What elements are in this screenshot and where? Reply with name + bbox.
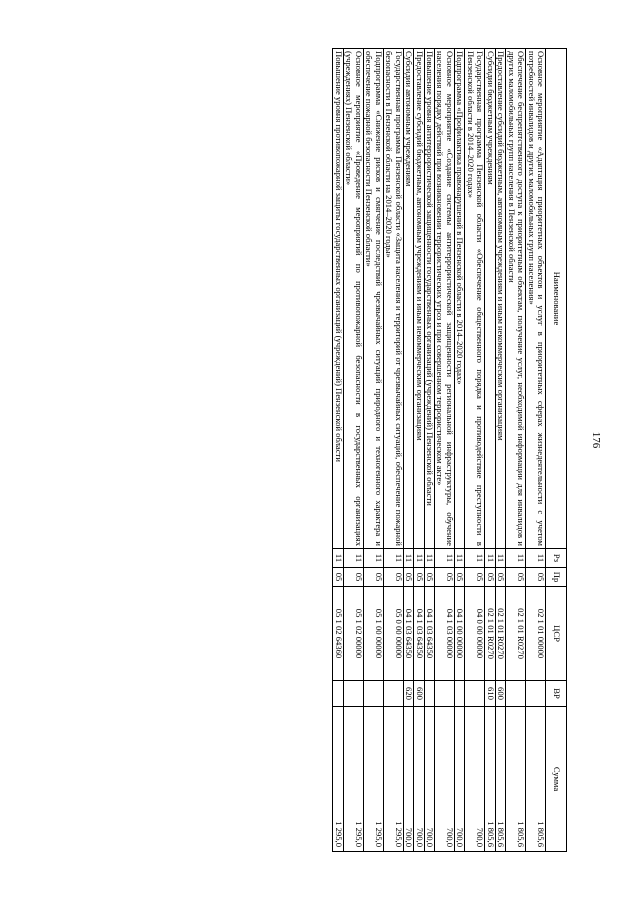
cell-rz: 11 [485,549,495,568]
cell-name: Субсидии автономным учреждениям [403,49,413,549]
cell-rz: 11 [403,549,413,568]
cell-vr [526,681,546,707]
cell-pr: 05 [333,568,343,587]
cell-sum: 1 295,0 [363,707,383,852]
cell-name: Государственная программа Пензенской области «Защита населения и территорий от чрезвычайных ситуаций, обеспечение пожарной безопасности в Пензенской области на 2014–2020 годы» [383,49,403,549]
table-row [424,49,434,852]
cell-rz: 11 [435,549,455,568]
table-row [333,49,343,852]
cell-sum: 1 295,0 [333,707,343,852]
table-row [403,49,413,852]
table-row [465,49,485,852]
cell-rz: 11 [465,549,485,568]
cell-vr [333,681,343,707]
cell-sum: 1 805,6 [485,707,495,852]
cell-name: Государственная программа Пензенской области «Обеспечение общественного порядка и противодействие преступности в Пензенской области в 2014–2020 годах» [465,49,485,549]
rotated-table-container [77,48,567,851]
cell-sum: 700,0 [465,707,485,852]
table-row [485,49,495,852]
cell-pr: 05 [435,568,455,587]
cell-name: Основное мероприятие «Адаптация приоритетных объектов и услуг в приоритетных сферах жизнедеятельности с учетом потребностей инвалидов и других маломобильных групп населения» [526,49,546,549]
cell-name: Повышение уровня противопожарной защиты государственных организаций (учреждений) Пензенской области [333,49,343,549]
cell-csr: 04 0 00 00000 [465,587,485,681]
cell-name: Основное мероприятие «Проведение мероприятий по противопожарной безопасности в государственных организациях (учреждениях) Пензенской области» [343,49,363,549]
cell-name: Субсидии бюджетным учреждениям [485,49,495,549]
cell-rz: 11 [383,549,403,568]
cell-csr: 04 1 03 64350 [414,587,424,681]
cell-sum: 1 805,6 [526,707,546,852]
cell-vr [343,681,363,707]
cell-csr: 02 1 01 R0270 [506,587,526,681]
cell-name: Подпрограмма «Профилактика правонарушений в Пензенской области в 2014–2020 годах» [454,49,464,549]
cell-csr: 04 1 03 64350 [403,587,413,681]
cell-vr [454,681,464,707]
cell-name: Основное мероприятие «Создание системы антитеррористической защищенности региональной инфраструктуры, обучение населения порядку действий при возникновении террористических угроз и при совершенном террористическом акте» [435,49,455,549]
table-body [333,49,546,852]
cell-rz: 11 [495,549,505,568]
table-row [506,49,526,852]
cell-rz: 11 [333,549,343,568]
cell-name: Предоставление субсидий бюджетным, автономным учреждениям и иным некоммерческим организациям [414,49,424,549]
cell-sum: 1 295,0 [383,707,403,852]
cell-sum: 1 805,6 [495,707,505,852]
cell-vr [383,681,403,707]
cell-vr: 620 [403,681,413,707]
cell-pr: 05 [403,568,413,587]
table-row [495,49,505,852]
cell-vr [506,681,526,707]
column-header-vr: ВР [546,681,567,707]
cell-csr: 04 1 03 64350 [424,587,434,681]
cell-pr: 05 [526,568,546,587]
cell-sum: 700,0 [424,707,434,852]
cell-sum: 700,0 [435,707,455,852]
cell-sum: 700,0 [414,707,424,852]
table-row [383,49,403,852]
cell-pr: 05 [454,568,464,587]
column-header-sum: Сумма [546,707,567,852]
table-header-row [546,49,567,852]
cell-pr: 05 [363,568,383,587]
cell-sum: 700,0 [454,707,464,852]
column-header-csr: ЦСР [546,587,567,681]
cell-sum: 1 805,6 [506,707,526,852]
cell-csr: 05 1 02 00000 [343,587,363,681]
cell-vr: 600 [414,681,424,707]
cell-rz: 11 [526,549,546,568]
table-row [363,49,383,852]
cell-pr: 05 [495,568,505,587]
cell-csr: 04 1 03 00000 [435,587,455,681]
page-number: 176 [590,431,602,449]
cell-sum: 700,0 [403,707,413,852]
cell-csr: 02 1 01 R0270 [485,587,495,681]
cell-rz: 11 [363,549,383,568]
cell-vr: 610 [485,681,495,707]
cell-rz: 11 [424,549,434,568]
cell-name: Повышение уровня антитеррористической защищенности государственных организаций (учреждений) Пензенской области [424,49,434,549]
cell-rz: 11 [343,549,363,568]
cell-vr: 600 [495,681,505,707]
cell-csr: 02 1 01 R0270 [495,587,505,681]
cell-pr: 05 [343,568,363,587]
budget-table [332,48,567,852]
cell-csr: 05 1 02 64360 [333,587,343,681]
cell-csr: 04 1 00 00000 [454,587,464,681]
cell-vr [363,681,383,707]
table-row [343,49,363,852]
cell-rz: 11 [506,549,526,568]
column-header-name: Наименование [546,49,567,549]
column-header-pr: Пр [546,568,567,587]
table-row [414,49,424,852]
cell-pr: 05 [414,568,424,587]
table-row [526,49,546,852]
cell-rz: 11 [454,549,464,568]
cell-name: Подпрограмма «Снижение рисков и смягчение последствий чрезвычайных ситуаций природного и техногенного характера и обеспечение пожарной безопасности Пензенской области» [363,49,383,549]
cell-csr: 02 1 01 00000 [526,587,546,681]
cell-csr: 05 1 00 00000 [363,587,383,681]
cell-pr: 05 [465,568,485,587]
table-row [454,49,464,852]
cell-csr: 05 0 00 00000 [383,587,403,681]
cell-pr: 05 [424,568,434,587]
cell-name: Предоставление субсидий бюджетным, автономным учреждениям и иным некоммерческим организациям [495,49,505,549]
cell-pr: 05 [383,568,403,587]
cell-sum: 1 295,0 [343,707,363,852]
cell-vr [435,681,455,707]
cell-pr: 05 [485,568,495,587]
cell-vr [424,681,434,707]
column-header-rz: Рз [546,549,567,568]
cell-pr: 05 [506,568,526,587]
cell-vr [465,681,485,707]
cell-rz: 11 [414,549,424,568]
cell-name: Обеспечение беспрепятственного доступа к приоритетным объектам, получение услуг, необходимой информации для инвалидов и других маломобильных групп населения в Пензенской области [506,49,526,549]
table-row [435,49,455,852]
